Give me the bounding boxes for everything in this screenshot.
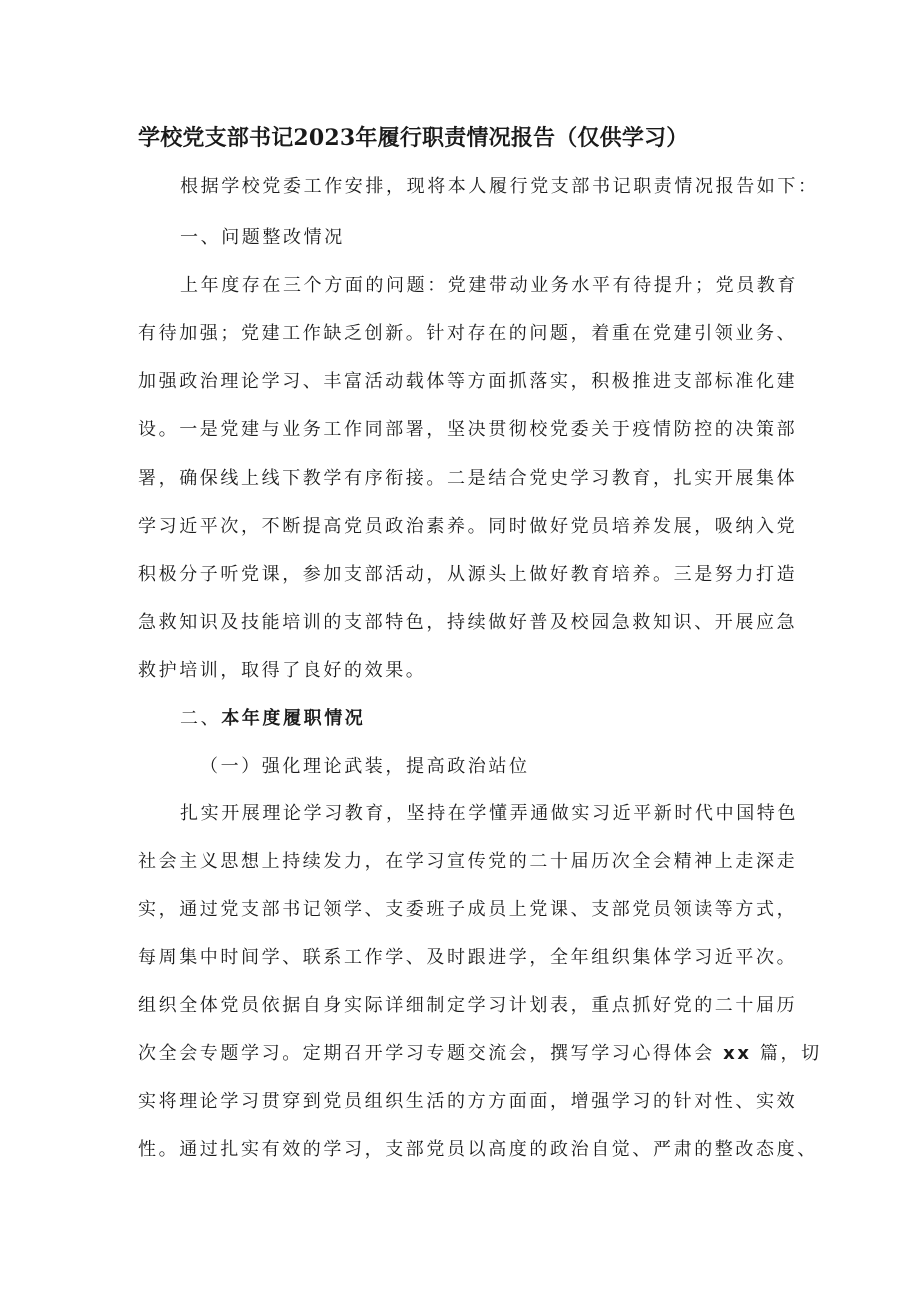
paragraph-line: 扎实开展理论学习教育，坚持在学懂弄通做实习近平新时代中国特色 bbox=[180, 803, 798, 824]
paragraph-line: 有待加强；党建工作缺乏创新。针对存在的问题，着重在党建引领业务、 bbox=[138, 323, 798, 344]
paragraph-line: 署，确保线上线下教学有序衔接。二是结合党史学习教育，扎实开展集体 bbox=[138, 468, 798, 489]
line-segment: 篇，切 bbox=[759, 1043, 822, 1064]
paragraph-line: 社会主义思想上持续发力，在学习宣传党的二十届历次全会精神上走深走 bbox=[138, 851, 798, 872]
paragraph-line: 性。通过扎实有效的学习，支部党员以高度的政治自觉、严肃的整改态度、 bbox=[138, 1139, 818, 1160]
paragraph-line: 加强政治理论学习、丰富活动载体等方面抓落实，积极推进支部标准化建 bbox=[138, 371, 798, 392]
paragraph-line: 积极分子听党课，参加支部活动，从源头上做好教育培养。三是努力打造 bbox=[138, 564, 798, 585]
section1-heading: 一、问题整改情况 bbox=[180, 227, 345, 248]
section2-heading bbox=[180, 705, 365, 733]
section2-heading-prefix: 二、 bbox=[180, 708, 222, 729]
paragraph-line: 学习近平次，不断提高党员政治素养。同时做好党员培养发展，吸纳入党 bbox=[138, 516, 798, 537]
document-title: 学校党支部书记2023年履行职责情况报告（仅供学习） bbox=[138, 125, 689, 151]
line-segment: 次全会专题学习。定期召开学习专题交流会，撰写学习心得体会 bbox=[138, 1043, 715, 1064]
intro-line: 根据学校党委工作安排，现将本人履行党支部书记职责情况报告如下： bbox=[180, 176, 819, 197]
count-placeholder: xx bbox=[723, 1043, 752, 1064]
paragraph-line: 实将理论学习贯穿到党员组织生活的方方面面，增强学习的针对性、实效 bbox=[138, 1091, 798, 1112]
section2-heading-text: 本年度履职情况 bbox=[221, 708, 366, 729]
section2-subheading: （一）强化理论武装，提高政治站位 bbox=[200, 756, 530, 777]
paragraph-line: 上年度存在三个方面的问题：党建带动业务水平有待提升；党员教育 bbox=[180, 275, 798, 296]
paragraph-line: 设。一是党建与业务工作同部署，坚决贯彻校党委关于疫情防控的决策部 bbox=[138, 419, 798, 440]
paragraph-line bbox=[138, 1040, 822, 1068]
paragraph-line: 每周集中时间学、联系工作学、及时跟进学，全年组织集体学习近平次。 bbox=[138, 947, 798, 968]
paragraph-line: 救护培训，取得了良好的效果。 bbox=[138, 660, 427, 681]
paragraph-line: 急救知识及技能培训的支部特色，持续做好普及校园急救知识、开展应急 bbox=[138, 612, 798, 633]
paragraph-line: 组织全体党员依据自身实际详细制定学习计划表，重点抓好党的二十届历 bbox=[138, 995, 798, 1016]
paragraph-line: 实，通过党支部书记领学、支委班子成员上党课、支部党员领读等方式， bbox=[138, 899, 798, 920]
